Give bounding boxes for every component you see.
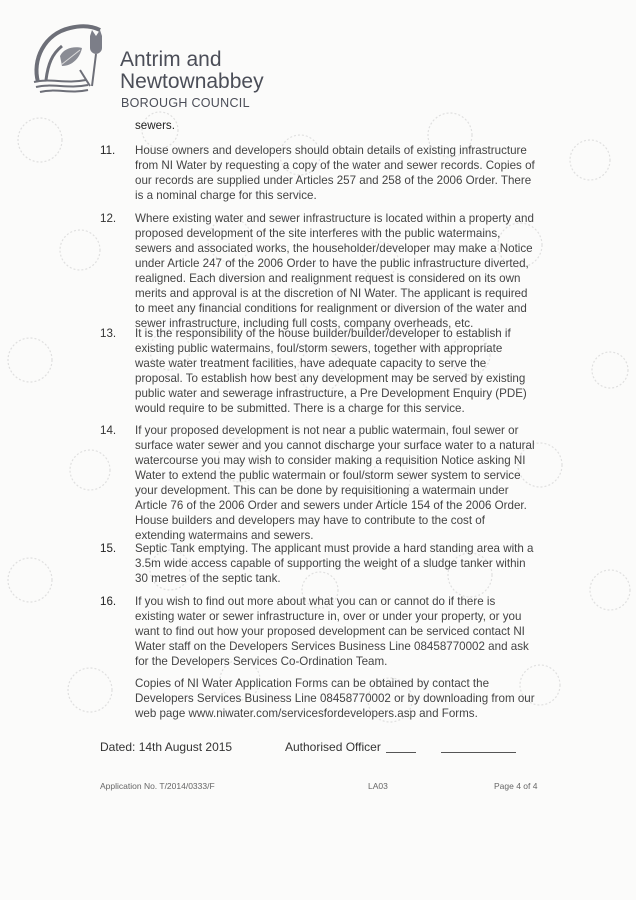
item-line: Where existing water and sewer infrastructure is located within a property and	[135, 212, 534, 225]
logo-text-borough-council: BOROUGH COUNCIL	[121, 96, 250, 110]
note-line: web page www.niwater.com/servicesfordevelopers.asp and Forms.	[135, 707, 478, 720]
item-line: merits and approval is at the discretion of NI Water. The applicant is required	[135, 287, 528, 300]
item-line: House owners and developers should obtain details of existing infrastructure	[135, 144, 527, 157]
item-number: 12.	[100, 212, 117, 225]
item-line: Water staff on the Developers Services Business Line 08458770002 and ask	[135, 640, 529, 653]
application-number: Application No. T/2014/0333/F	[100, 781, 215, 791]
item-line: It is the responsibility of the house builder/builder/developer to establish if	[135, 327, 511, 340]
item-line: waste water treatment facilities, have adequate capacity to serve the	[135, 357, 487, 370]
logo-text-newtownabbey: Newtownabbey	[120, 70, 264, 93]
item-line: existing public watermains, foul/storm sewers, together with appropriate	[135, 342, 503, 355]
authorised-officer-label: Authorised Officer	[285, 740, 381, 754]
signature-line-short	[386, 752, 416, 753]
item-line: to meet any financial conditions for realignment or diversion of the water and	[135, 302, 527, 315]
item-line: 3.5m wide access capable of supporting the weight of a sludge tanker within	[135, 557, 526, 570]
item-line: Septic Tank emptying. The applicant must provide a hard standing area with a	[135, 542, 534, 555]
logo-emblem-icon	[30, 20, 118, 100]
item-line: proposed development of the site interferes with the public watermains,	[135, 227, 501, 240]
item-line: surface water sewer and you cannot discharge your surface water to a natural	[135, 439, 535, 452]
continuation-text: sewers.	[135, 119, 175, 132]
item-line: proposal. To establish how best any development may be served by existing	[135, 372, 526, 385]
item-line: from NI Water by requesting a copy of the water and sewer records. Copies of	[135, 159, 535, 172]
item-line: existing water or sewer infrastructure in, over or under your property, or you	[135, 610, 522, 623]
item-line: If your proposed development is not near a public watermain, foul sewer or	[135, 424, 519, 437]
logo-text-antrim: Antrim and	[120, 48, 222, 71]
item-number: 11.	[100, 144, 116, 157]
item-line: want to find out how your proposed development can be serviced contact NI	[135, 625, 525, 638]
item-line: would require to be submitted. There is a charge for this service.	[135, 402, 465, 415]
item-line: is a nominal charge for this service.	[135, 189, 317, 202]
item-line: watercourse you may wish to consider making a requisition Notice asking NI	[135, 454, 526, 467]
item-number: 16.	[100, 595, 117, 608]
item-number: 14.	[100, 424, 117, 437]
item-line: Water to extend the public watermain or foul/storm sewer system to service	[135, 469, 521, 482]
note-line: Developers Services Business Line 08458770002 or by downloading from our	[135, 692, 535, 705]
item-line: House builders and developers may have to contribute to the cost of	[135, 514, 485, 527]
council-logo	[30, 20, 280, 110]
item-line: Article 76 of the 2006 Order and sewers under Article 154 of the 2006 Order.	[135, 499, 527, 512]
page-number: Page 4 of 4	[494, 781, 538, 791]
note-line: Copies of NI Water Application Forms can be obtained by contact the	[135, 677, 490, 690]
signature-line-long	[441, 752, 516, 753]
item-line: for the Developers Services Co-Ordination Team.	[135, 655, 388, 668]
item-line: extending watermains and sewers.	[135, 529, 314, 542]
dated-text: Dated: 14th August 2015	[100, 740, 233, 754]
item-line: public water and sewerage infrastructure, a Pre Development Enquiry (PDE)	[135, 387, 527, 400]
item-line: 30 metres of the septic tank.	[135, 572, 281, 585]
item-line: sewer infrastructure, including full costs, company overheads, etc.	[135, 317, 474, 330]
item-line: our records are supplied under Articles 257 and 258 of the 2006 Order. There	[135, 174, 532, 187]
item-line: sewers and associated works, the householder/developer may make a Notice	[135, 242, 533, 255]
item-line: your development. This can be done by requisitioning a watermain under	[135, 484, 509, 497]
form-code: LA03	[368, 781, 388, 791]
item-number: 15.	[100, 542, 117, 555]
item-line: realigned. Each diversion and realignment request is considered on its own	[135, 272, 521, 285]
item-number: 13.	[100, 327, 117, 340]
item-line: If you wish to find out more about what you can or cannot do if there is	[135, 595, 496, 608]
item-line: under Article 247 of the 2006 Order to have the public infrastructure diverted,	[135, 257, 529, 270]
